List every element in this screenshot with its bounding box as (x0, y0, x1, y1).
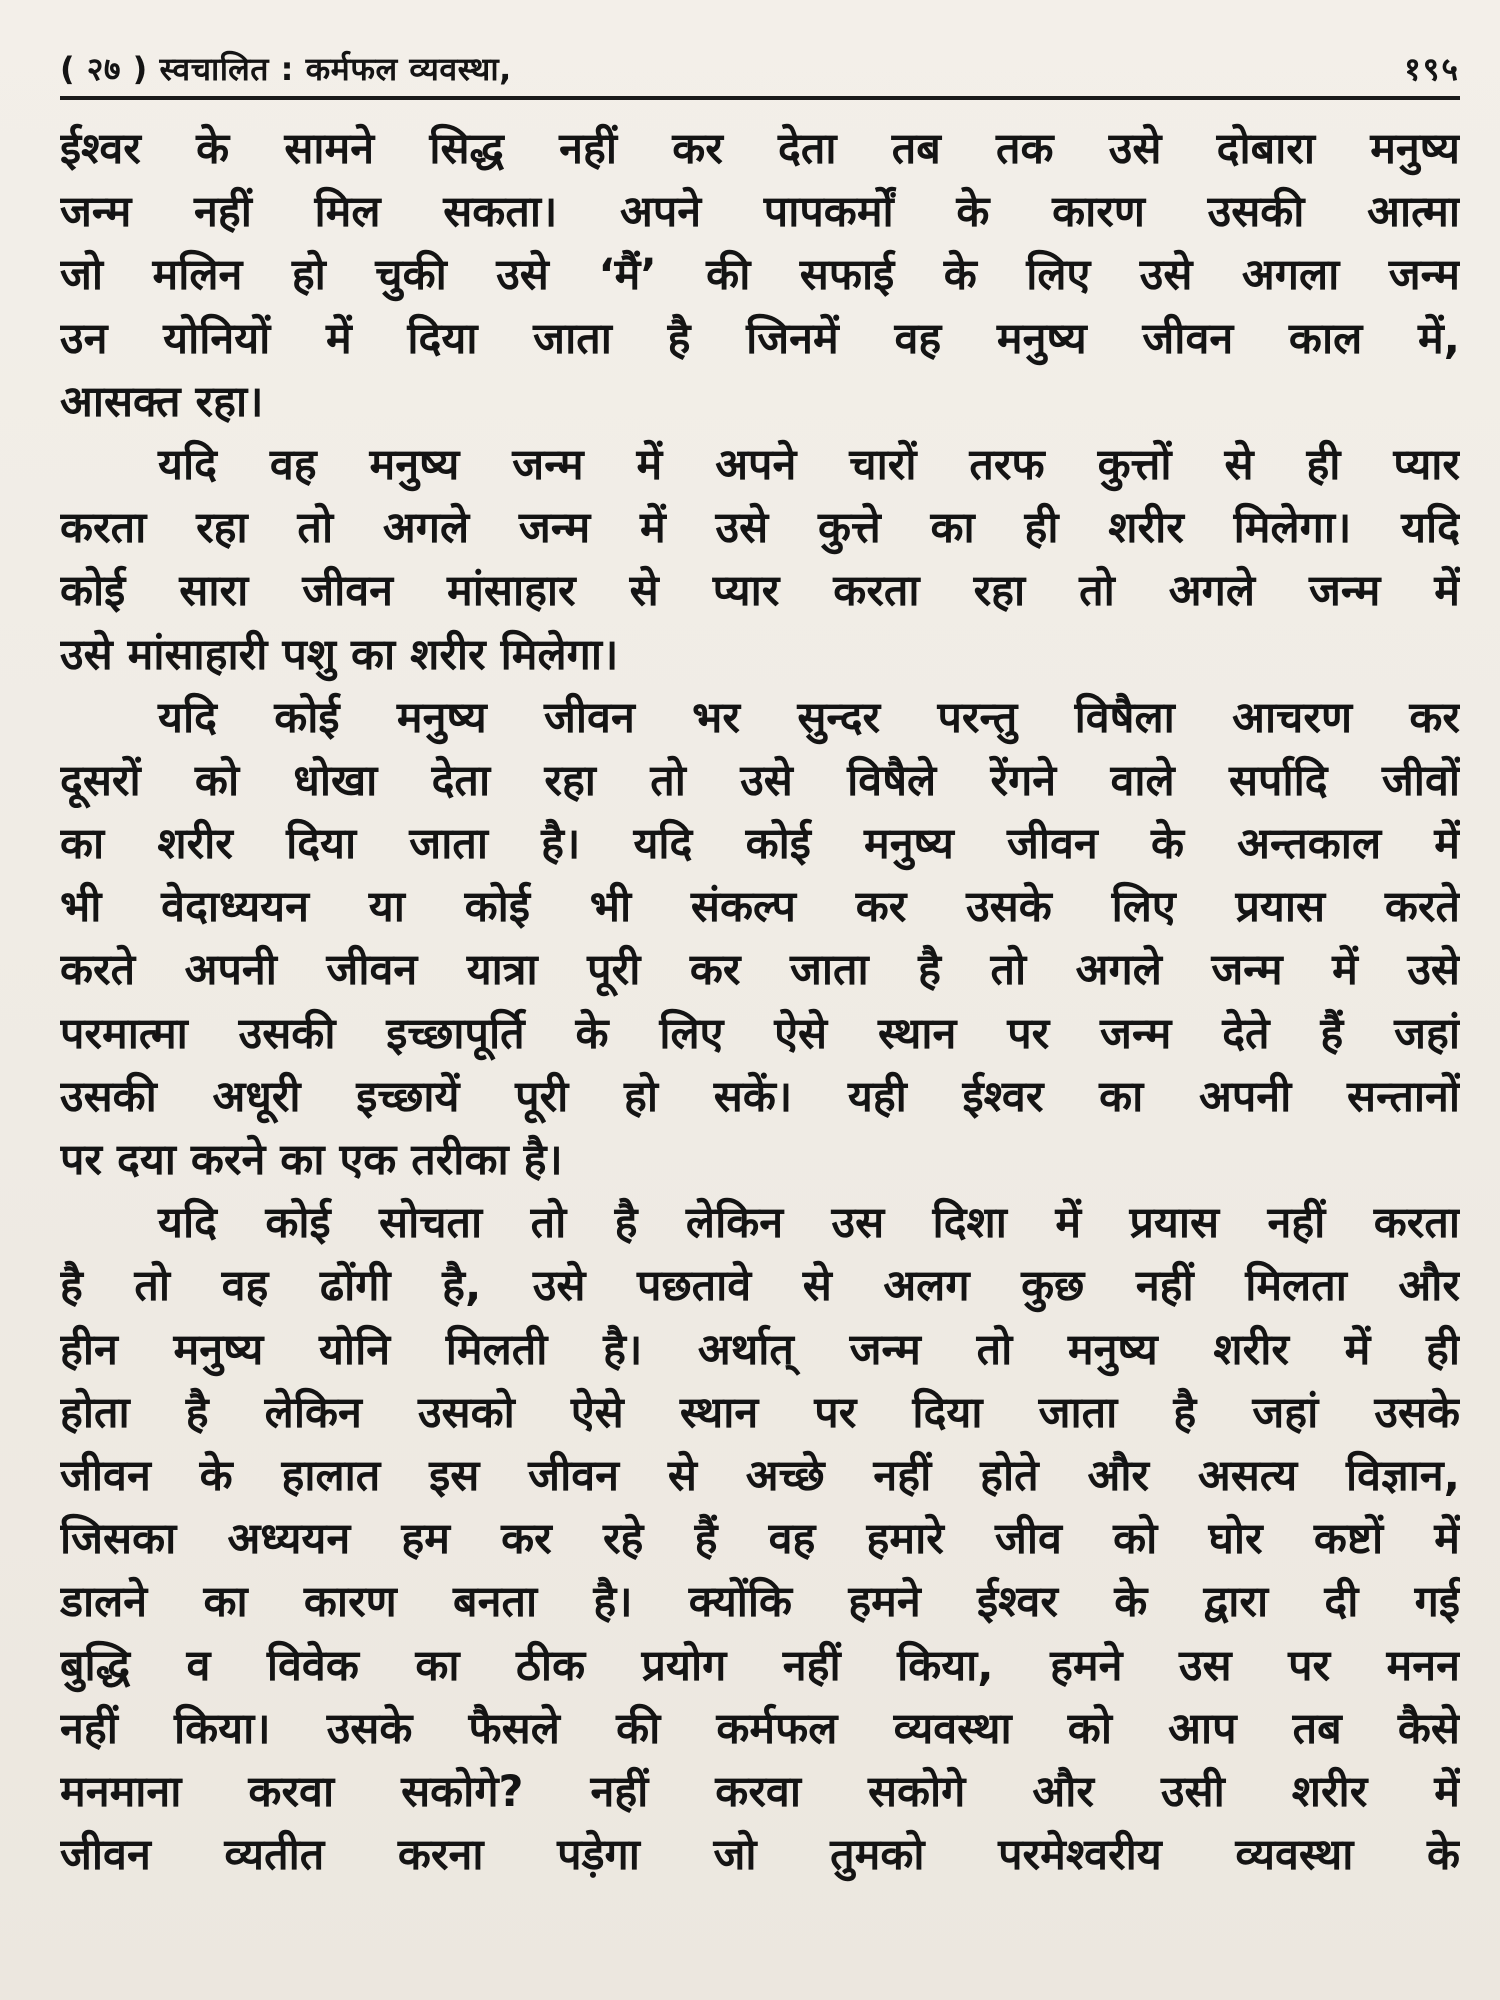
body-text (60, 118, 1460, 1964)
text-line: ईश्वर के सामने सिद्ध नहीं कर देता तब तक उसे दोबारा मनुष्य (60, 124, 1460, 174)
text-line: पर दया करने का एक तरीका है। (60, 1135, 563, 1185)
text-line: जीवन के हालात इस जीवन से अच्छे नहीं होते और असत्य विज्ञान, (60, 1450, 1460, 1501)
text-line: का शरीर दिया जाता है। यदि कोई मनुष्य जीवन के अन्तकाल में (60, 819, 1460, 870)
text-line: परमात्मा उसकी इच्छापूर्ति के लिए ऐसे स्थान पर जन्म देते हैं जहां (60, 1008, 1460, 1059)
text-line: कोई सारा जीवन मांसाहार से प्यार करता रहा तो अगले जन्म में (60, 566, 1460, 617)
text-line: आसक्त रहा। (60, 376, 264, 427)
text-line: जिसका अध्ययन हम कर रहे हैं वह हमारे जीव को घोर कष्टों में (60, 1514, 1460, 1565)
text-line: जो मलिन हो चुकी उसे ‘मैं’ की सफाई के लिए उसे अगला जन्म (60, 250, 1460, 301)
running-header (60, 40, 1460, 100)
text-line: मनमाना करवा सकोगे? नहीं करवा सकोगे और उसी शरीर में (60, 1766, 1460, 1817)
text-line: दूसरों को धोखा देता रहा तो उसे विषैले रेंगने वाले सर्पादि जीवों (60, 755, 1460, 806)
text-line: जीवन व्यतीत करना पड़ेगा जो तुमको परमेश्वरीय व्यवस्था के (60, 1830, 1460, 1881)
text-line: भी वेदाध्ययन या कोई भी संकल्प कर उसके लिए प्रयास करते (60, 882, 1460, 933)
text-line: उन योनियों में दिया जाता है जिनमें वह मनुष्य जीवन काल में, (60, 313, 1460, 364)
page-number: १९५ (1404, 50, 1460, 88)
text-line: यदि कोई मनुष्य जीवन भर सुन्दर परन्तु विषैला आचरण कर (158, 692, 1460, 743)
text-line: है तो वह ढोंगी है, उसे पछतावे से अलग कुछ नहीं मिलता और (60, 1261, 1460, 1312)
text-line: करता रहा तो अगले जन्म में उसे कुत्ते का ही शरीर मिलेगा। यदि (60, 503, 1460, 554)
text-line: उसकी अधूरी इच्छायें पूरी हो सकें। यही ईश्वर का अपनी सन्तानों (60, 1071, 1460, 1122)
text-line: डालने का कारण बनता है। क्योंकि हमने ईश्वर के द्वारा दी गई (60, 1577, 1460, 1628)
text-line: होता है लेकिन उसको ऐसे स्थान पर दिया जाता है जहां उसके (60, 1387, 1460, 1438)
text-line: करते अपनी जीवन यात्रा पूरी कर जाता है तो अगले जन्म में उसे (60, 945, 1460, 996)
text-line: नहीं किया। उसके फैसले की कर्मफल व्यवस्था को आप तब कैसे (60, 1703, 1460, 1754)
text-line: यदि कोई सोचता तो है लेकिन उस दिशा में प्रयास नहीं करता (158, 1198, 1460, 1249)
running-title: ( २७ ) स्वचालित : कर्मफल व्यवस्था, (60, 50, 512, 88)
text-line: बुद्धि व विवेक का ठीक प्रयोग नहीं किया, हमने उस पर मनन (60, 1640, 1460, 1691)
text-line: हीन मनुष्य योनि मिलती है। अर्थात् जन्म तो मनुष्य शरीर में ही (60, 1324, 1460, 1375)
text-line: यदि वह मनुष्य जन्म में अपने चारों तरफ कुत्तों से ही प्यार (158, 439, 1460, 490)
text-line: जन्म नहीं मिल सकता। अपने पापकर्मों के कारण उसकी आत्मा (60, 187, 1460, 238)
text-line: उसे मांसाहारी पशु का शरीर मिलेगा। (60, 629, 619, 680)
